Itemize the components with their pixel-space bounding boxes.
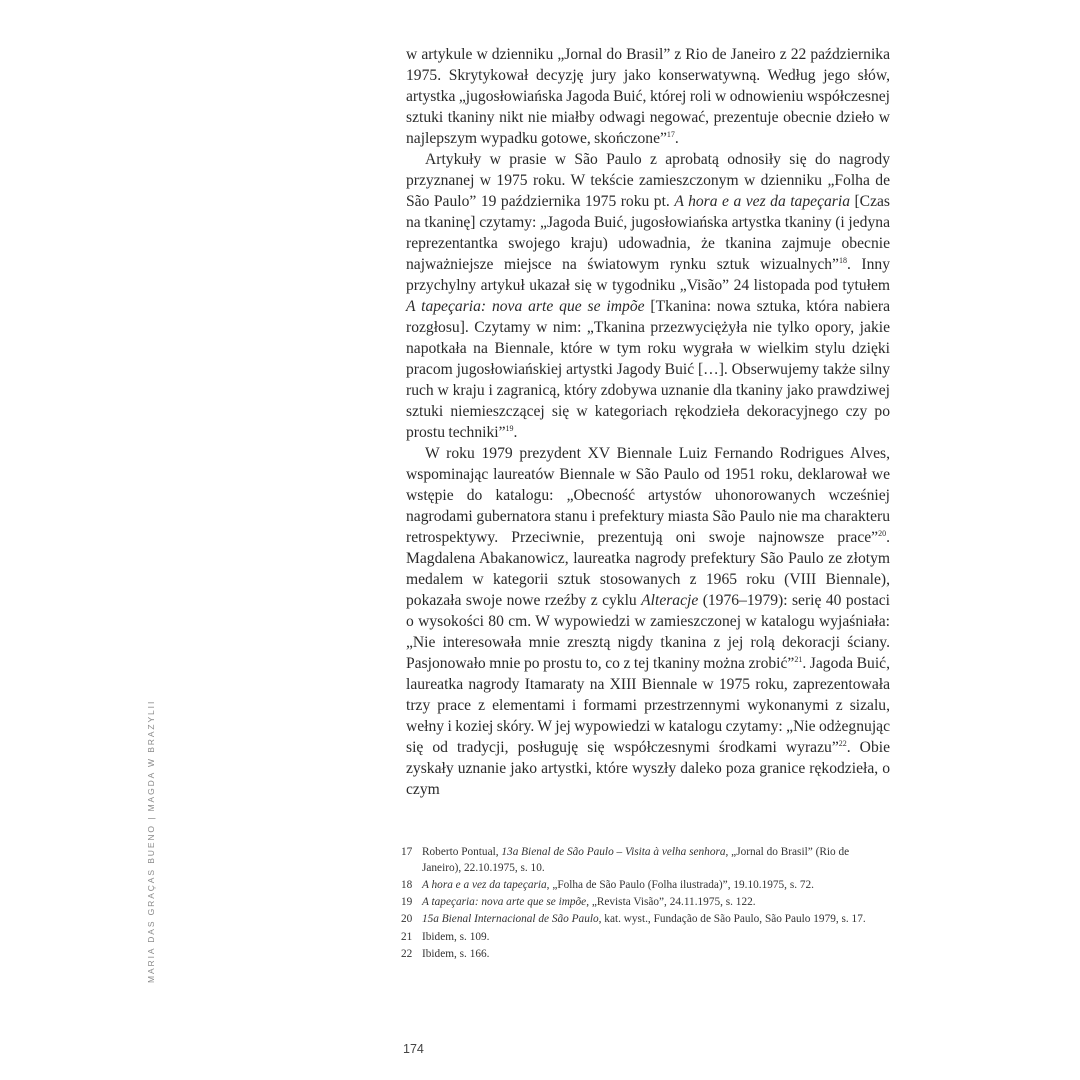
- body-paragraph: [406, 443, 890, 800]
- footnote-ref: 21: [794, 654, 803, 664]
- footnote-number: 18: [401, 878, 413, 891]
- italic-title: A tapeçaria: nova arte que se impõe: [406, 298, 645, 315]
- footnotes: [401, 845, 891, 964]
- footnote: [401, 895, 891, 911]
- text-run: , „Revista Visão”, 24.11.1975, s. 122.: [586, 896, 756, 909]
- text-run: , „Jornal do Brasil” (Rio de Janeiro), 22.10.1975, s. 10.: [422, 846, 850, 874]
- footnote-text: [422, 895, 891, 911]
- text-run: , kat. wyst., Fundação de São Paulo, São Paulo 1979, s. 17.: [598, 913, 866, 926]
- text-run: .: [674, 130, 679, 147]
- text-run: Ibidem, s. 166.: [422, 947, 490, 960]
- footnote-number: 22: [401, 947, 413, 960]
- footnote-number: 21: [401, 930, 413, 943]
- text-run: (1976–1979): serię 40 postaci o wysokości 80 cm. W wypowiedzi w zamieszczonej w katalogu wyjaśniała: „Nie interesowała mnie zresztą nigdy tkanina z jej rolą dekoracji ściany. Pasjonowało mnie po prostu to, co z tej tkaniny można zrobić”: [406, 592, 890, 672]
- italic-title: A tapeçaria: nova arte que se impõe: [422, 896, 587, 909]
- text-run: Roberto Pontual,: [422, 846, 502, 858]
- footnote-text: [422, 845, 891, 876]
- footnote-ref: 20: [878, 528, 887, 538]
- footnote: [401, 845, 891, 876]
- footnote-number: 17: [401, 846, 413, 858]
- text-run: Artykuły w prasie w São Paulo z aprobatą odnosiły się do nagrody przyznanej w 1975 roku. W tekście zamieszczonym w dzienniku „Folha de São Paulo” 19 października 1975 roku pt.: [406, 151, 890, 210]
- text-run: . Inny przychylny artykuł ukazał się w tygodniku „Visão” 24 listopada pod tytułem: [406, 256, 890, 294]
- footnote-ref: 22: [838, 738, 847, 748]
- body-paragraph: [406, 44, 890, 149]
- footnote: [401, 912, 891, 928]
- text-run: .: [513, 424, 518, 441]
- italic-title: A hora e a vez da tapeçaria: [422, 878, 547, 891]
- text-run: Ibidem, s. 109.: [422, 930, 490, 943]
- italic-title: 15a Bienal Internacional de São Paulo: [422, 913, 599, 926]
- text-run: . Jagoda Buić, laureatka nagrody Itamaraty na XIII Biennale w 1975 roku, zaprezentowała trzy prace z elementami i formami przestrzennymi wykonanymi z sizalu, wełny i koziej skóry. W jej wypowiedzi w katalogu czytamy: „Nie odżegnując się od tradycji, posługuję się współczesnymi środkami wyrazu”: [406, 655, 890, 756]
- text-run: [Czas na tkaninę] czytamy: „Jagoda Buić, jugosłowiańska artystka tkaniny (i jedyna reprezentantka swojego kraju) udowadnia, że tkanina zajmuje obecnie najważniejsze miejsce na światowym rynku sztuk wizualnych”: [406, 193, 890, 273]
- footnote: [401, 947, 891, 963]
- body-text: [406, 44, 890, 800]
- text-run: . Obie zyskały uznanie jako artystki, które wyszły daleko poza granice rękodzieła, o czym: [406, 739, 890, 798]
- running-head: MARIA DAS GRAÇAS BUENO | MAGDA W BRAZYLII: [146, 699, 156, 983]
- footnote-text: [422, 930, 891, 946]
- italic-title: Alteracje: [641, 592, 699, 609]
- footnote-text: [422, 878, 891, 894]
- page-number: 174: [403, 1042, 424, 1056]
- italic-title: 13a Bienal de São Paulo – Visita à velha senhora: [501, 846, 726, 858]
- footnote-number: 20: [401, 913, 413, 926]
- footnote-ref: 18: [838, 255, 847, 265]
- italic-title: A hora e a vez da tapeçaria: [674, 193, 850, 210]
- text-run: , „Folha de São Paulo (Folha ilustrada)”, 19.10.1975, s. 72.: [546, 878, 814, 891]
- text-run: . Magdalena Abakanowicz, laureatka nagrody prefektury São Paulo ze złotym medalem w kategorii sztuk stosowanych z 1965 roku (VIII Biennale), pokazała swoje nowe rzeźby z cyklu: [406, 529, 890, 609]
- text-run: w artykule w dzienniku „Jornal do Brasil” z Rio de Janeiro z 22 października 1975. Skrytykował decyzję jury jako konserwatywną. Według jego słów, artystka „jugosłowiańska Jagoda Buić, której roli w odnowieniu współczesnej sztuki tkaniny nikt nie miałby odwagi negować, prezentuje obecnie dzieło w najlepszym wypadku gotowe, skończone”: [406, 46, 890, 147]
- footnote-ref: 19: [505, 423, 514, 433]
- body-paragraph: [406, 149, 890, 443]
- footnote-number: 19: [401, 896, 413, 909]
- footnote-text: [422, 912, 891, 928]
- footnote-ref: 17: [666, 129, 675, 139]
- footnote-text: [422, 947, 891, 963]
- text-run: W roku 1979 prezydent XV Biennale Luiz Fernando Rodrigues Alves, wspominając laureatów Biennale w São Paulo od 1951 roku, deklarował we wstępie do katalogu: „Obecność artystów uhonorowanych wcześniej nagrodami gubernatora stanu i prefektury miasta São Paulo nie ma charakteru retrospektywy. Przeciwnie, prezentują oni swoje najnowsze prace”: [406, 445, 890, 546]
- footnote: [401, 930, 891, 946]
- text-run: [Tkanina: nowa sztuka, która nabiera rozgłosu]. Czytamy w nim: „Tkanina przezwyciężyła nie tylko opory, jakie napotkała na Biennale, które w tym roku wygrała w wielkim stylu dzięki pracom jugosłowiańskiej artystki Jagody Buić […]. Obserwujemy także silny ruch w kraju i zagranicą, który zdobywa uznanie dla tkaniny jako prawdziwej sztuki niemieszczącej się w kategoriach rękodzieła dekoracyjnego czy po prostu techniki”: [406, 298, 891, 441]
- footnote: [401, 878, 891, 894]
